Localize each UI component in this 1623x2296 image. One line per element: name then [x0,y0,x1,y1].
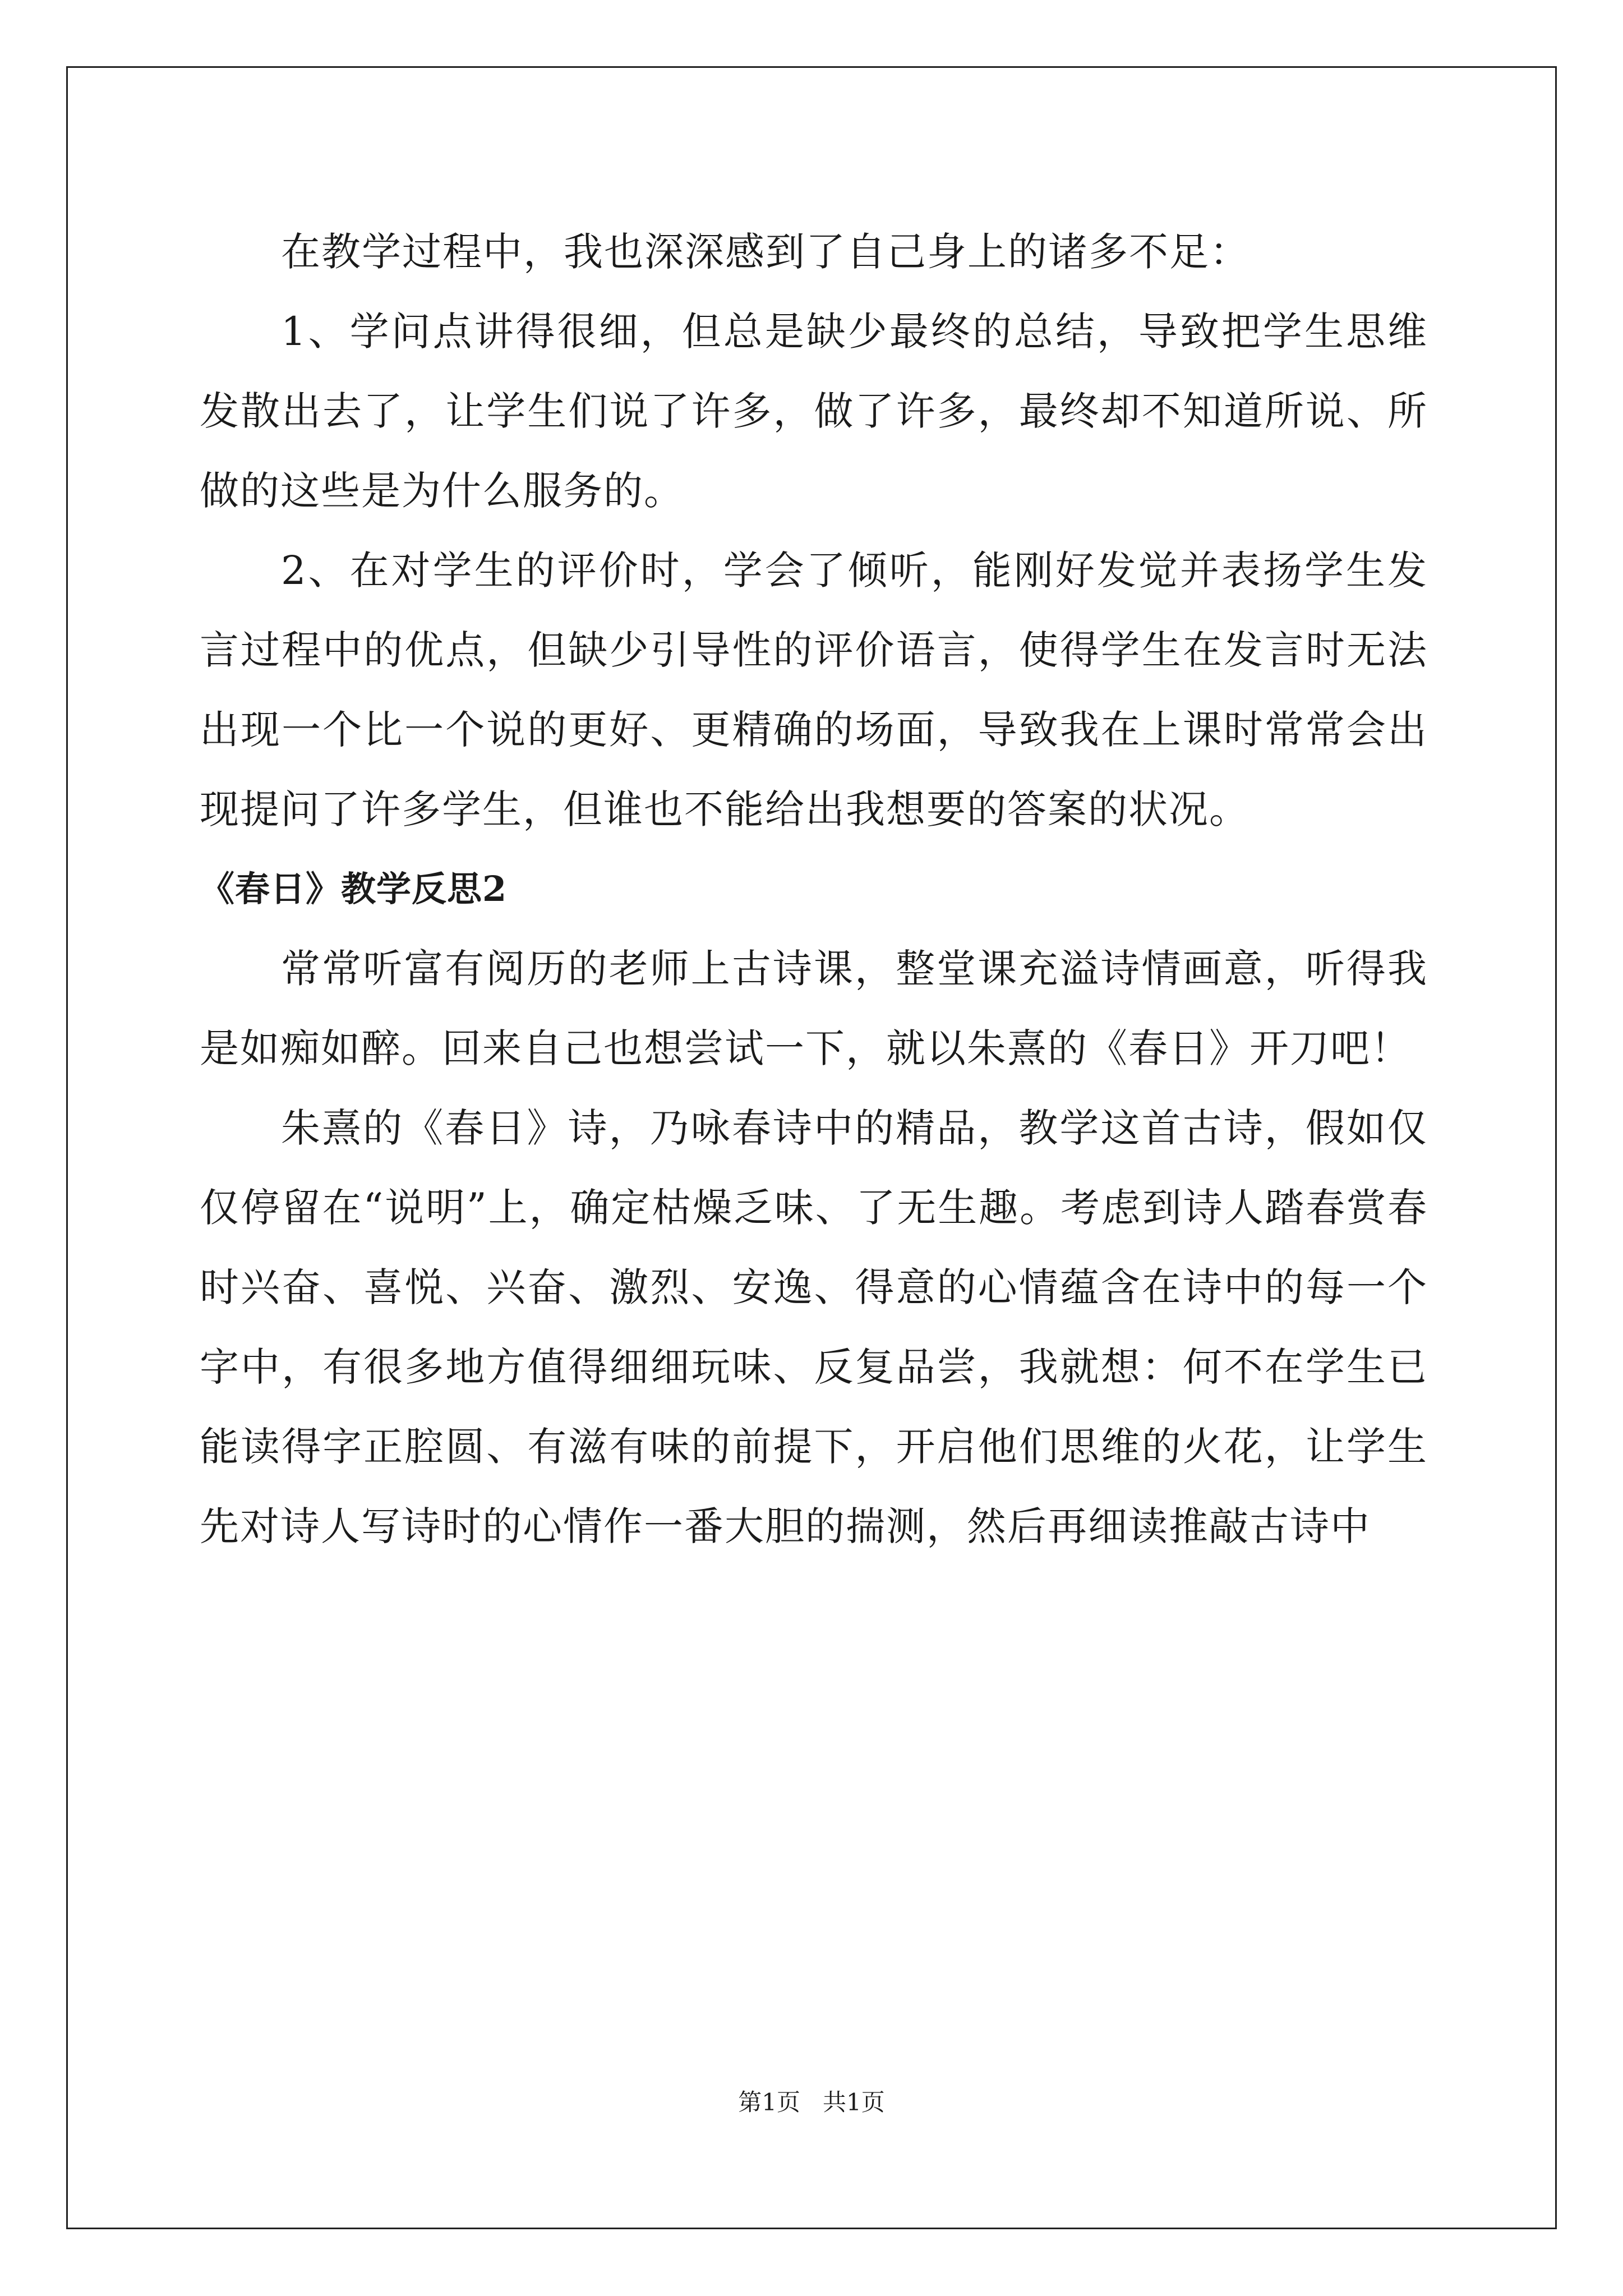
paragraph-section-1: 常常听富有阅历的老师上古诗课，整堂课充溢诗情画意，听得我是如痴如醉。回来自己也想尝试一下，就以朱熹的《春日》开刀吧！ [200,946,1428,1071]
paragraph-intro: 在教学过程中，我也深深感到了自己身上的诸多不足： [281,229,1250,275]
paragraph-point-2: 2、在对学生的评价时，学会了倾听，能刚好发觉并表扬学生发言过程中的优点，但缺少引导性的评价语言，使得学生在发言时无法出现一个比一个说的更好、更精确的场面，导致我在上课时常常会出现提问了许多学生，但谁也不能给出我想要的答案的状况。 [200,547,1428,832]
document-body [200,212,1428,1566]
paragraph-section-2: 朱熹的《春日》诗，乃咏春诗中的精品，教学这首古诗，假如仅仅停留在“说明”上，确定枯燥乏味、了无生趣。考虑到诗人踏春赏春时兴奋、喜悦、兴奋、激烈、安逸、得意的心情蕴含在诗中的每一个字中，有很多地方值得细细玩味、反复品尝，我就想：何不在学生已能读得字正腔圆、有滋有味的前提下，开启他们思维的火花，让学生先对诗人写诗时的心情作一番大胆的揣测，然后再细读推敲古诗中 [200,1105,1428,1549]
page-footer: 第1页 共1页 [738,2088,885,2116]
section-title: 《春日》教学反思2 [200,868,508,909]
paragraph-point-1: 1、学问点讲得很细，但总是缺少最终的总结，导致把学生思维发散出去了，让学生们说了许多，做了许多，最终却不知道所说、所做的这些是为什么服务的。 [200,309,1428,514]
